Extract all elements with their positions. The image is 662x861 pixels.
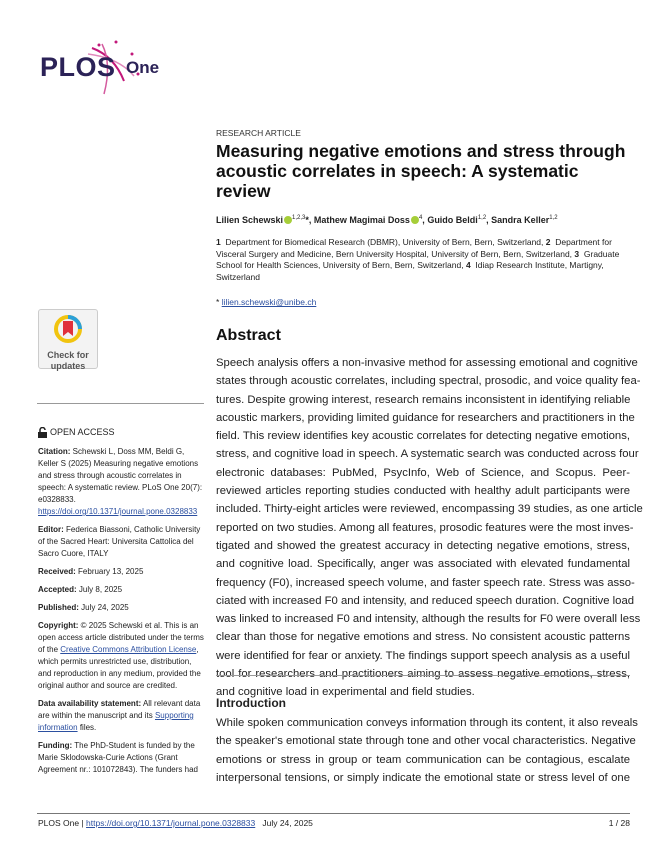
affiliations — [216, 237, 630, 283]
license-link[interactable]: Creative Commons Attribution License — [60, 645, 197, 654]
text-line: electronic databases: PubMed, PsycInfo, Web of Science, and Scopus. Peer- — [216, 466, 630, 479]
divider — [216, 675, 630, 676]
open-access-label: OPEN ACCESS — [38, 426, 206, 438]
article-header — [216, 128, 630, 307]
text-line: and cognitive load. Specifically, anger was associated with elevated fundamental — [216, 558, 630, 571]
email-link[interactable]: lilien.schewski@unibe.ch — [221, 297, 317, 307]
text-line: was linked to increased F0 and intensity, although the results for F0 were overall less — [216, 613, 641, 626]
text-line: emotions or stress in group or team communication can be contagious, escalate — [216, 753, 630, 766]
article-title: Measuring negative emotions and stress through acoustic correlates in speech: A systematic review — [216, 141, 626, 201]
text-line: tigated and showed the greatest accuracy in detecting negative emotions, stress, — [216, 539, 630, 552]
text-line: Speech analysis offers a non-invasive method for assessing emotional and cognitive — [216, 357, 638, 369]
article-type: RESEARCH ARTICLE — [216, 128, 301, 138]
received-date: Received: February 13, 2025 — [38, 567, 144, 576]
editor: Editor: Federica Biassoni, Catholic University of the Sacred Heart: Universita Cattolica del Sacro Cuore, ITALY — [38, 525, 201, 558]
affiliation: 1 Department for Biomedical Research (DBMR), University of Bern, Bern, Switzerland, — [216, 237, 544, 247]
abstract-body — [216, 354, 643, 702]
author: Mathew Magimai Doss $^4$, — [313, 215, 428, 225]
published-date: Published: July 24, 2025 — [38, 603, 129, 612]
crossmark-icon — [53, 314, 83, 344]
introduction-body — [216, 714, 638, 787]
funding: Funding: The PhD-Student is funded by the Marie Sklodowska-Curie Actions (Grant Agreement nr.: 101072843). The funders had — [38, 741, 198, 774]
orcid-icon[interactable] — [284, 216, 292, 224]
check-for-updates-badge[interactable]: Check for updates — [38, 309, 98, 369]
page-footer: PLOS One | https://doi.org/10.1371/journal.pone.0328833 July 24, 2025 1 / 28 — [38, 818, 630, 828]
text-line: clear than those for negative emotions and stress. No consistent acoustic patterns — [216, 631, 630, 644]
text-line: While spoken communication conveys information through its content, it also reveals — [216, 717, 638, 729]
copyright: Copyright: © 2025 Schewski et al. This is an open access article distributed under the terms of the Creative Commons Attribution License, which permits unrestricted use, distribution, and reproduction in any medium, provided the original author and source are credited. — [38, 621, 204, 690]
text-line: stress, and cognitive load in speech. A systematic search was conducted across four — [216, 448, 639, 461]
accepted-date: Accepted: July 8, 2025 — [38, 585, 123, 594]
footer-doi-link[interactable]: https://doi.org/10.1371/journal.pone.0328833 — [86, 818, 256, 828]
abstract-heading: Abstract — [216, 327, 281, 344]
text-line: states through acoustic correlates, including spectral, prosodic, and voice quality fea- — [216, 375, 641, 388]
introduction-heading: Introduction — [216, 696, 286, 710]
author: Sandra Keller$^{1,2}$ — [491, 215, 558, 225]
text-line: reviewed articles reporting studies conducted with healthy adult participants were — [216, 485, 630, 498]
text-line: and cognitive load in experimental and field studies. — [216, 686, 475, 699]
text-line: were identified for fear or anxiety. The findings support speech analysis as a useful — [216, 649, 630, 662]
text-line: reported on two studies. Among all features, prosodic features were the most inves- — [216, 521, 634, 534]
text-line: acoustic markers, providing limited guidance for researchers and practitioners in the — [216, 411, 635, 424]
divider — [37, 403, 204, 404]
text-line: interpersonal tensions, or simply indicate the emotional state or stress level of one — [216, 771, 630, 784]
citation: Citation: Schewski L, Doss MM, Beldi G, Keller S (2025) Measuring negative emotions and stress through acoustic correlates in speech: A systematic review. PLoS One 20(7): e0328833. https://doi.org/10.1371/journal.pone.0328833 — [38, 447, 203, 516]
corresponding-author: * lilien.schewski@unibe.ch — [216, 297, 317, 307]
article-info-sidebar — [38, 426, 206, 782]
data-availability: Data availability statement: All relevant data are within the manuscript and its Supporting information files. — [38, 699, 201, 732]
affiliation: 2 Department for Visceral Surgery and Medicine, Bern University Hospital, University of Bern, Bern, Switzerland, — [216, 237, 612, 259]
text-line: tures. Despite growing interest, research remains inconsistent in identifying reliable — [216, 393, 631, 406]
text-line: the speaker's emotional state through tone and other vocal characteristics. Negative — [216, 735, 636, 748]
open-lock-icon — [38, 427, 47, 438]
author-list — [216, 215, 630, 225]
text-line: included. Thirty-eight articles were reviewed, encompassing 39 studies, as one article — [216, 503, 643, 516]
text-line: ciated with increased F0 and intensity, and reduced speech duration. Cognitive load — [216, 594, 635, 607]
footer-divider — [37, 813, 630, 814]
author: Guido Beldi$^{1,2}$, — [427, 215, 492, 225]
page-number: 1 / 28 — [608, 818, 630, 828]
author: Lilien Schewski $^{1,2,3}$*, — [216, 215, 314, 225]
text-line: frequency (F0), increased speech volume, and faster speech rate. Stress was asso- — [216, 576, 635, 589]
supporting-info-link[interactable]: Supporting information — [38, 711, 194, 732]
affiliation: 4 Idiap Research Institute, Martigny, Switzerland — [216, 260, 604, 282]
affiliation: 3 Graduate School for Health Sciences, University of Bern, Bern, Switzerland, — [216, 248, 620, 270]
orcid-icon[interactable] — [411, 216, 419, 224]
text-line: field. This review identifies key acoustic correlates for detecting negative emotions, — [216, 430, 630, 443]
doi-link[interactable]: https://doi.org/10.1371/journal.pone.0328833 — [38, 507, 198, 516]
plos-one-logo[interactable]: PLOS One — [38, 36, 188, 96]
